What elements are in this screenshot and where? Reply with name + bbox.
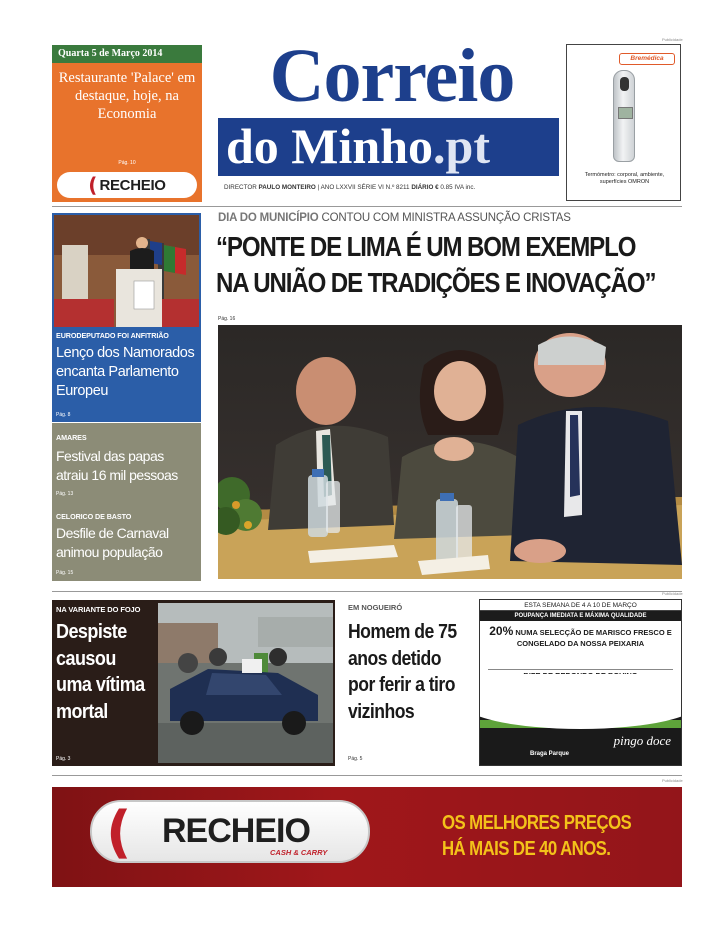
recheio-banner-name: RECHEIO (162, 812, 310, 850)
pingo-doce-logo: pingo doce (613, 733, 671, 748)
promo-headline: Restaurante 'Palace' em destaque, hoje, na Economia (58, 70, 196, 122)
price: 0.85 IVA inc. (440, 184, 476, 191)
story-mep[interactable] (52, 213, 201, 422)
ad-label: Publicidade (662, 778, 683, 783)
recheio-banner-ad[interactable] (52, 787, 682, 887)
ad-wave (479, 674, 682, 729)
lead-headline[interactable] (216, 229, 656, 301)
ad-label: Publicidade (662, 591, 683, 596)
ad-offer-text: NUMA SELECÇÃO DE MARISCO FRESCO E CONGELADO DA NOSSA PEIXARIA (515, 628, 672, 648)
director-name: PAULO MONTEIRO (258, 184, 316, 191)
story-kicker: NA VARIANTE DO FOJO (56, 605, 141, 614)
story-title-celorico[interactable]: Desfile de Carnaval animou população (56, 525, 169, 560)
accident-photo (158, 603, 333, 763)
pingo-doce-ad[interactable] (479, 599, 682, 766)
ad-offer-pct: 20% (489, 624, 514, 638)
story-kicker: AMARES (56, 433, 87, 442)
lead-headline-line1: “PONTE DE LIMA É UM BOM EXEMPLO (216, 231, 636, 262)
recheio-logo-text: RECHEIO (99, 176, 166, 194)
story-title-amares[interactable]: Festival das papas atraiu 16 mil pessoas (56, 448, 178, 483)
recheio-banner-logo (90, 800, 370, 863)
recheio-banner-sub: CASH & CARRY (270, 848, 328, 857)
story-kicker: EURODEPUTADO FOI ANFITRIÃO (56, 331, 169, 340)
director-label: DIRECTOR (224, 184, 257, 191)
ad-divider (488, 669, 673, 670)
story-page: Pág. 3 (56, 756, 71, 762)
story-title-nogueiro[interactable]: Homem de 75 anos detido por ferir a tiro vizinhos (348, 621, 457, 723)
story-page: Pág. 5 (348, 756, 363, 762)
side-stories (52, 423, 201, 581)
promo-box[interactable] (52, 45, 202, 202)
story-page: Pág. 15 (56, 570, 74, 576)
masthead-title: Correio (269, 34, 515, 118)
lead-photo[interactable] (218, 325, 682, 579)
lead-kicker-rest: CONTOU COM MINISTRA ASSUNÇÃO CRISTAS (321, 212, 571, 224)
masthead-info (224, 184, 564, 191)
story-title: Lenço dos Namorados encanta Parlamento Europeu (56, 345, 195, 399)
separator-bottom (52, 775, 682, 776)
masthead-suffix: .pt (433, 118, 490, 174)
lead-page: Pág. 16 (218, 316, 236, 322)
ad-savings: POUPANÇA IMEDIATA E MÁXIMA QUALIDADE (480, 611, 681, 621)
ad-store: Braga Parque (530, 751, 570, 757)
thermometer-icon (613, 70, 635, 162)
story-accident[interactable] (52, 600, 335, 766)
story-kicker: EM NOGUEIRÓ (348, 603, 403, 612)
recheio-logo (57, 172, 197, 198)
story-page: Pág. 13 (56, 491, 74, 497)
banner-slogan-line1: OS MELHORES PREÇOS (442, 812, 632, 834)
separator-top (52, 206, 682, 207)
mep-photo (54, 215, 199, 327)
separator-middle (52, 591, 682, 592)
lead-headline-line2: NA UNIÃO DE TRADIÇÕES E INOVAÇÃO” (216, 267, 656, 298)
banner-slogan (442, 810, 632, 862)
ad-caption: Termómetro: corporal, ambiente, superfícies OMRON (584, 172, 665, 185)
story-title: Despiste causou uma vítima mortal (56, 621, 145, 723)
recheio-swoosh-icon: ( (106, 800, 132, 865)
promo-page: Pág. 10 (118, 160, 136, 166)
ad-week: ESTA SEMANA DE 4 A 10 DE MARÇO (480, 600, 681, 611)
ad-label: Publicidade (662, 37, 683, 42)
banner-slogan-line2: HÁ MAIS DE 40 ANOS. (442, 838, 611, 860)
story-page: Pág. 8 (56, 412, 71, 418)
ad-offer-seafood (484, 626, 677, 649)
issue-date: Quarta 5 de Março 2014 (52, 45, 202, 63)
masthead-subtitle-text: do Minho (226, 118, 434, 174)
story-kicker: CELORICO DE BASTO (56, 512, 132, 521)
recheio-swoosh-icon: ( (88, 173, 98, 197)
masthead-subtitle (226, 116, 556, 176)
price-label: DIÁRIO € (411, 184, 439, 191)
issue-info: | ANO LXXVII SÉRIE VI N.º 8211 (317, 184, 410, 191)
ad-footer (480, 704, 681, 765)
lead-kicker-bold: DIA DO MUNICÍPIO (218, 212, 319, 224)
thermometer-ad[interactable] (566, 44, 681, 201)
lead-kicker (218, 212, 571, 224)
ad-brand: Bremédica (619, 53, 675, 65)
